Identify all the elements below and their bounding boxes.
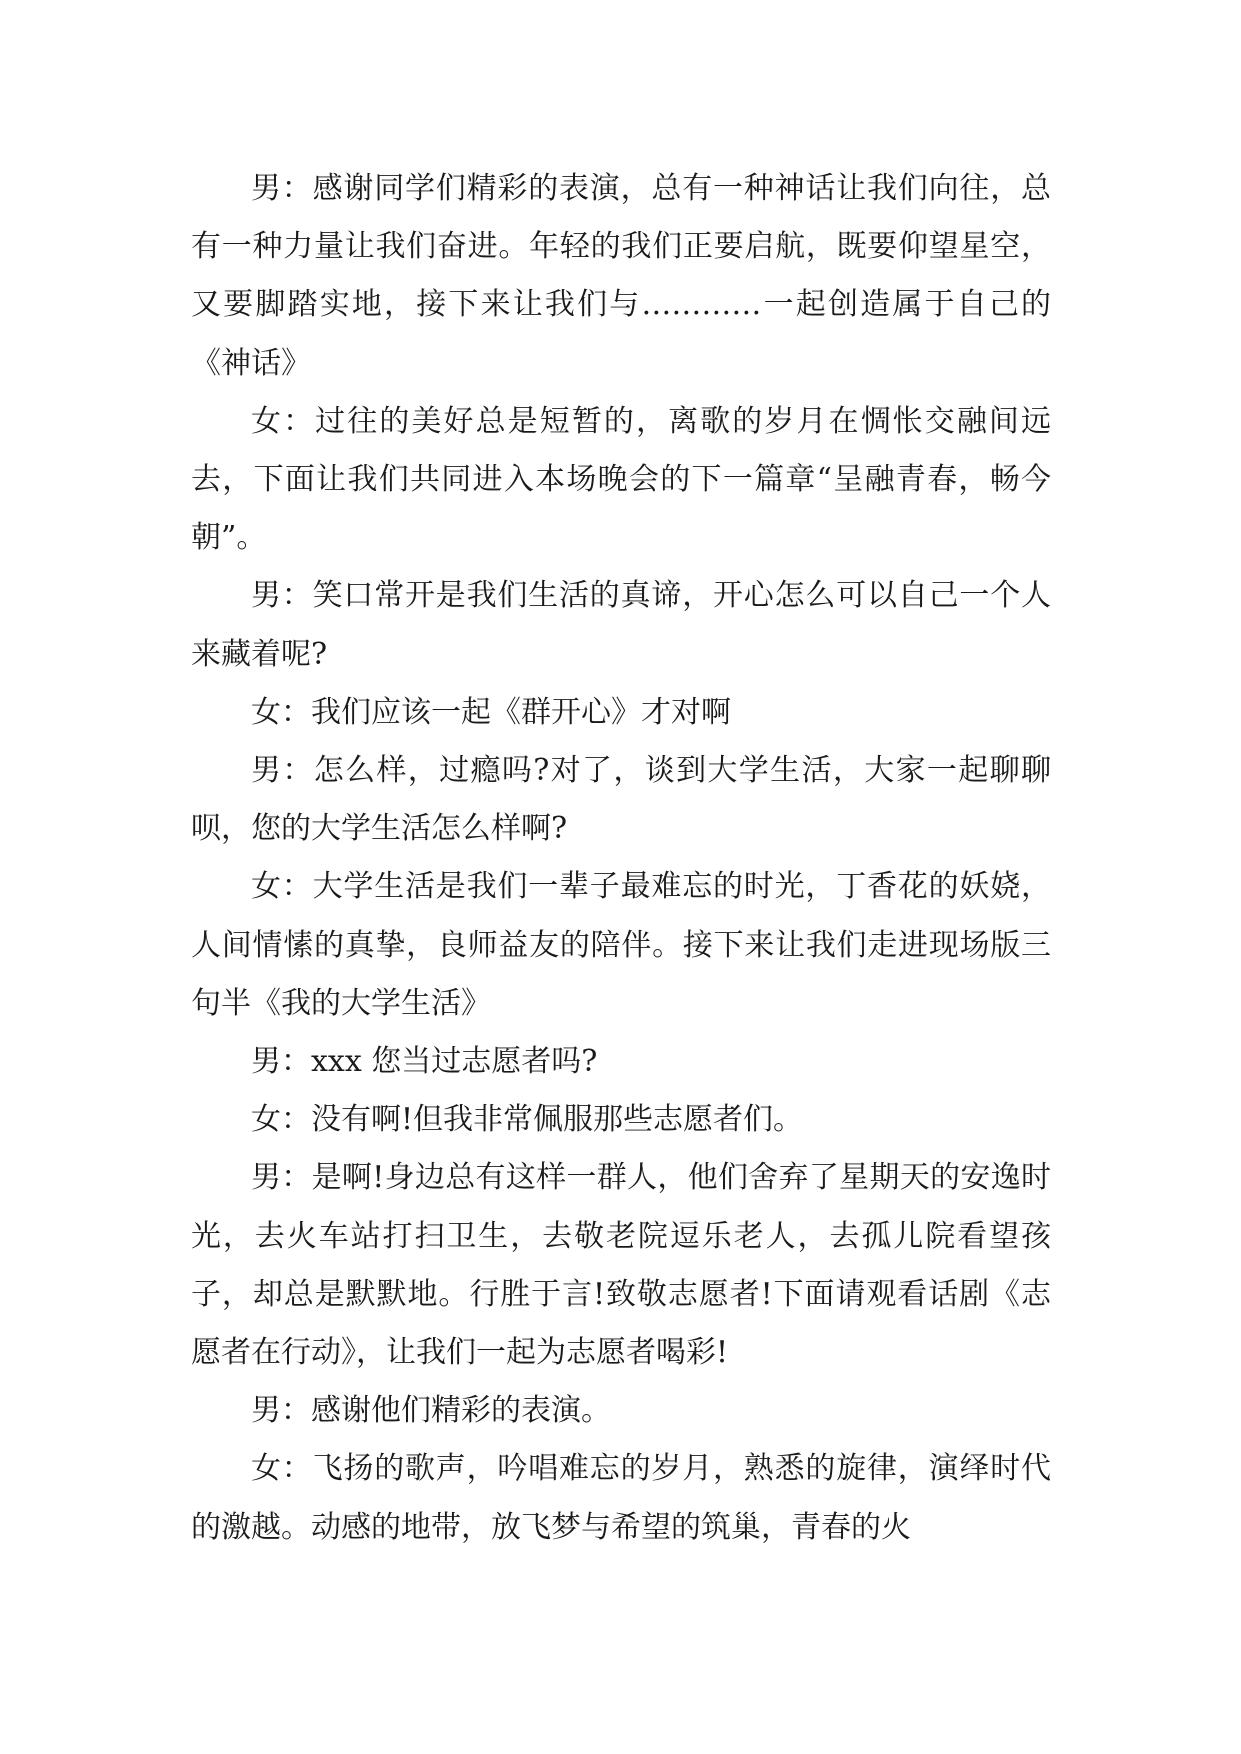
paragraph: 女：没有啊!但我非常佩服那些志愿者们。 [251,1102,804,1138]
paragraph: 女：大学生活是我们一辈子最难忘的时光，丁香花的妖娆，人间情愫的真挚，良师益友的陪伴。接下来让我们走进现场版三句半《我的大学生活》 [191,869,1051,1021]
paragraph: 男：笑口常开是我们生活的真谛，开心怎么可以自己一个人来藏着呢? [191,578,1051,672]
paragraph: 男：感谢他们精彩的表演。 [251,1393,611,1429]
paragraph: 男：感谢同学们精彩的表演，总有一种神话让我们向往，总有一种力量让我们奋进。年轻的我们正要启航，既要仰望星空，又要脚踏实地，接下来让我们与…………一起创造属于自己的《神话》 [191,171,1051,381]
paragraph: 女：过往的美好总是短暂的，离歌的岁月在惆怅交融间远去，下面让我们共同进入本场晚会的下一篇章“呈融青春，畅今朝”。 [191,403,1051,556]
paragraph: 女：我们应该一起《群开心》才对啊 [251,694,731,730]
document-body [191,160,1051,1557]
paragraph: 男：怎么样，过瘾吗?对了，谈到大学生活，大家一起聊聊呗，您的大学生活怎么样啊? [191,753,1051,847]
paragraph: 男：xxx 您当过志愿者吗? [251,1044,598,1080]
paragraph: 女：飞扬的歌声，吟唱难忘的岁月，熟悉的旋律，演绎时代的激越。动感的地带，放飞梦与希望的筑巢，青春的火 [191,1451,1051,1545]
paragraph: 男：是啊!身边总有这样一群人，他们舍弃了星期天的安逸时光，去火车站打扫卫生，去敬老院逗乐老人，去孤儿院看望孩子，却总是默默地。行胜于言!致敬志愿者!下面请观看话剧《志愿者在行动》，让我们一起为志愿者喝彩! [191,1160,1051,1371]
